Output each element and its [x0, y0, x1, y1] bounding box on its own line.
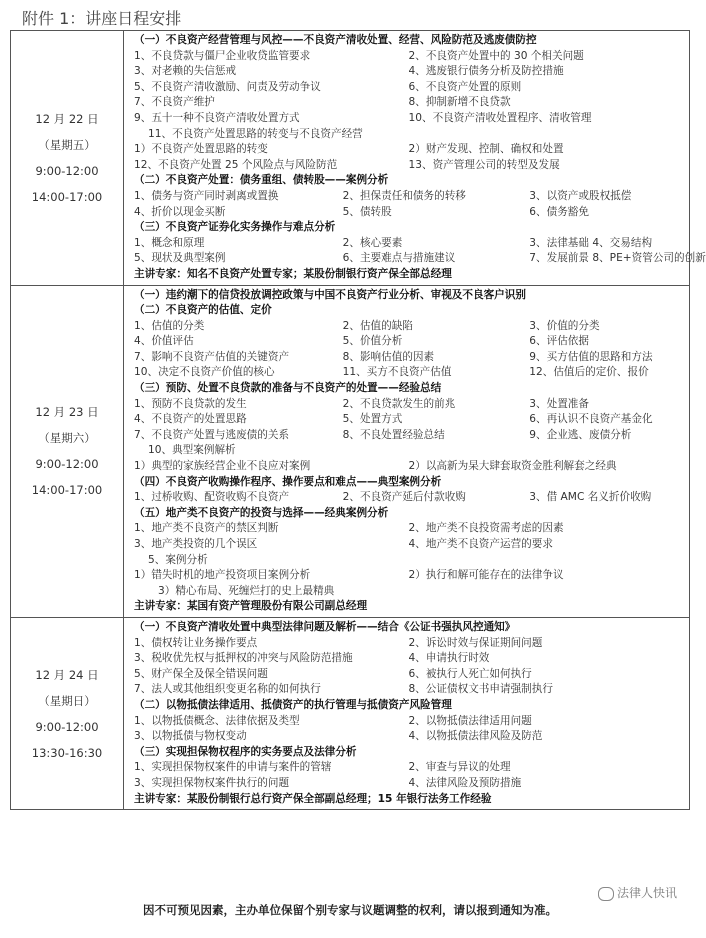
list-item: 1、预防不良贷款的发生	[134, 397, 247, 410]
wechat-icon	[598, 887, 614, 901]
list-item: 8、抑制新增不良贷款	[408, 96, 511, 109]
list-item: 3、税收优先权与抵押权的冲突与风险防范措施	[134, 652, 353, 665]
list-item: 7、不良资产维护	[134, 96, 215, 109]
list-item: 1、估值的分类	[134, 319, 205, 332]
list-row	[134, 651, 683, 667]
list-item: 8、公证债权文书申请强制执行	[408, 683, 553, 696]
list-row	[134, 667, 683, 683]
section-heading: （一）不良资产经营管理与风控——不良资产清收处置、经营、风险防范及逃废债防控	[134, 34, 537, 46]
date-cell	[11, 285, 124, 617]
list-item: 2、地产类不良投资需考虑的因素	[408, 522, 564, 535]
list-row	[134, 776, 683, 792]
list-row	[134, 490, 683, 506]
section-heading: （一）违约潮下的信贷投放调控政策与中国不良资产行业分析、审视及不良客户识别	[134, 288, 526, 301]
list-item: 6、评估依据	[529, 335, 589, 348]
day-weekday: （星期五）	[38, 137, 96, 152]
list-item: 5、案例分析	[148, 553, 208, 566]
list-item: 2、诉讼时效与保证期间问题	[408, 636, 543, 649]
section-heading: （二）以物抵债法律适用、抵债资产的执行管理与抵债资产风险管理	[134, 698, 452, 711]
section-heading: （一）不良资产清收处置中典型法律问题及解析——结合《公证书强执风控通知》	[134, 620, 516, 633]
list-item: 3、以物抵债与物权变动	[134, 730, 247, 743]
page-title: 附件 1：讲座日程安排	[22, 9, 182, 28]
day-row	[11, 617, 690, 809]
watermark-text: 法律人快讯	[616, 886, 677, 900]
date-cell	[11, 617, 124, 809]
list-item: 7、发展前景 8、PE+资管公司的创新	[529, 252, 706, 265]
list-item: 2、估值的缺陷	[342, 319, 413, 332]
list-item: 1、实现担保物权案件的申请与案件的管辖	[134, 761, 332, 774]
section-heading: （三）预防、处置不良贷款的准备与不良资产的处置——经验总结	[134, 382, 442, 395]
list-item: 6、债务豁免	[529, 205, 589, 218]
list-item: 6、不良资产处置的原则	[408, 80, 522, 93]
list-item: 2、核心要素	[342, 236, 403, 249]
list-row	[134, 189, 683, 205]
content-cell	[124, 285, 690, 617]
list-item: 6、主要难点与措施建议	[342, 252, 456, 265]
schedule-table	[10, 30, 706, 810]
section-heading: （四）不良资产收购操作程序、操作要点和难点——典型案例分析	[134, 475, 442, 488]
list-item: 1）典型的家族经营企业不良应对案例	[134, 460, 311, 473]
list-item: 1、地产类不良资产的禁区判断	[134, 522, 279, 535]
list-item: 4、价值评估	[134, 335, 194, 348]
watermark	[595, 884, 680, 901]
list-item: 5、现状及典型案例	[134, 252, 226, 265]
section-heading: （三）实现担保物权程序的实务要点及法律分析	[134, 745, 357, 758]
day-weekday: （星期日）	[38, 693, 96, 708]
list-item: 1、不良贷款与僵尸企业收贷监管要求	[134, 49, 311, 62]
list-item: 2、不良资产处置中的 30 个相关问题	[408, 49, 584, 62]
list-item: 9、五十一种不良资产清收处置方式	[134, 111, 300, 124]
list-row	[134, 205, 683, 221]
list-item: 2、担保责任和债务的转移	[342, 189, 466, 202]
list-row	[134, 158, 683, 174]
list-item: 4、地产类不良资产运营的要求	[408, 538, 553, 550]
list-row	[134, 459, 683, 475]
list-item: 9、企业逃、废债分析	[529, 428, 632, 441]
footer-note: 因不可预见因素，主办单位保留个别专家与议题调整的权利，请以报到通知为准。	[143, 903, 557, 917]
list-row	[134, 568, 683, 584]
list-item: 3、价值的分类	[529, 319, 600, 332]
section-heading: （二）不良资产的估值、定价	[134, 304, 272, 317]
speaker-line: 主讲专家：某股份制银行总行资产保全部副总经理；15 年银行法务工作经验	[134, 792, 492, 805]
list-row	[134, 236, 683, 252]
list-item: 3、地产类投资的几个误区	[134, 538, 258, 550]
list-item: 5、财产保全及保全错误问题	[134, 667, 268, 680]
day-date: 12 月 22 日	[35, 111, 99, 126]
list-row	[134, 334, 683, 350]
list-row	[134, 521, 683, 537]
day-date: 12 月 24 日	[35, 667, 99, 682]
list-item: 2、不良资产延后付款收购	[342, 491, 466, 504]
list-item: 3）精心布局、死缠烂打的史上最精典	[158, 584, 335, 597]
list-item: 10、决定不良资产价值的核心	[134, 366, 275, 379]
list-item: 13、资产管理公司的转型及发展	[408, 158, 560, 171]
list-item: 12、估值后的定价、报价	[529, 366, 649, 379]
list-item: 10、不良资产清收处置程序、清收管理	[408, 111, 592, 124]
content-cell	[124, 31, 706, 286]
list-item: 4、折价以现金买断	[134, 205, 226, 218]
list-item: 3、实现担保物权案件执行的问题	[134, 776, 290, 789]
list-item: 4、法律风险及预防措施	[408, 776, 522, 789]
list-row	[134, 397, 683, 413]
list-item: 6、被执行人死亡如何执行	[408, 667, 532, 680]
time-morning: 9:00-12:00	[35, 719, 99, 734]
list-item: 11、不良资产处置思路的转变与不良资产经营	[148, 127, 363, 140]
day-row	[11, 285, 690, 617]
list-item: 2、审查与异议的处理	[408, 761, 511, 774]
list-row	[134, 714, 683, 730]
list-item: 5、债转股	[342, 205, 392, 218]
list-row	[134, 729, 683, 745]
time-morning: 9:00-12:00	[35, 163, 99, 178]
list-row	[134, 365, 683, 381]
time-morning: 9:00-12:00	[35, 457, 99, 472]
section-heading: （五）地产类不良资产的投资与选择——经典案例分析	[134, 506, 389, 519]
list-item: 10、典型案例解析	[148, 444, 236, 457]
list-item: 7、不良资产处置与逃废债的关系	[134, 428, 290, 441]
list-row	[134, 142, 683, 158]
list-item: 8、影响估值的因素	[342, 350, 435, 363]
list-item: 5、处置方式	[342, 413, 403, 426]
list-item: 4、逃废银行债务分析及防控措施	[408, 65, 564, 78]
list-row	[134, 412, 683, 428]
list-item: 1、债权转让业务操作要点	[134, 636, 258, 649]
list-item: 3、法律基础 4、交易结构	[529, 236, 653, 249]
list-item: 5、不良资产清收激励、问责及劳动争议	[134, 80, 321, 93]
list-row	[134, 80, 683, 96]
list-row	[134, 537, 683, 553]
list-row	[134, 682, 683, 698]
list-item: 4、以物抵债法律风险及防范	[408, 730, 543, 743]
section-heading: （二）不良资产处置：债务重组、债转股——案例分析	[134, 174, 389, 187]
list-item: 7、法人或其他组织变更名称的如何执行	[134, 683, 321, 696]
list-row	[134, 428, 683, 444]
list-item: 1、债务与资产同时剥离或置换	[134, 189, 279, 202]
list-item: 9、买方估值的思路和方法	[529, 350, 653, 363]
time-afternoon: 14:00-17:00	[31, 483, 103, 498]
list-row	[134, 350, 683, 366]
list-item: 2、不良贷款发生的前兆	[342, 397, 456, 410]
section-heading: （三）不良资产证券化实务操作与难点分析	[134, 221, 336, 234]
list-item: 8、不良处置经验总结	[342, 428, 445, 441]
speaker-line: 主讲专家：某国有资产管理股份有限公司副总经理	[134, 600, 368, 613]
date-cell	[11, 31, 124, 286]
day-weekday: （星期六）	[38, 431, 96, 446]
list-item: 1）不良资产处置思路的转变	[134, 143, 268, 156]
time-afternoon: 13:30-16:30	[31, 745, 103, 760]
list-row	[134, 636, 683, 652]
day-date: 12 月 23 日	[35, 405, 99, 420]
list-item: 2）执行和解可能存在的法律争议	[408, 569, 564, 582]
list-item: 2、以物抵债法律适用问题	[408, 714, 532, 727]
list-row	[134, 64, 683, 80]
list-item: 4、申请执行时效	[408, 652, 490, 665]
list-row	[134, 760, 683, 776]
list-item: 4、不良资产的处置思路	[134, 413, 247, 426]
time-afternoon: 14:00-17:00	[31, 189, 103, 204]
list-item: 3、对老赖的失信惩戒	[134, 65, 237, 78]
list-row	[134, 111, 683, 127]
list-item: 3、以资产或股权抵偿	[529, 189, 632, 202]
list-item: 3、处置准备	[529, 397, 589, 410]
list-item: 3、借 AMC 名义折价收购	[529, 491, 652, 504]
speaker-line: 主讲专家：知名不良资产处置专家；某股份制银行资产保全部总经理	[134, 267, 452, 280]
list-row	[134, 95, 683, 111]
list-row	[134, 49, 683, 65]
content-cell	[124, 617, 690, 809]
list-row	[134, 319, 683, 335]
list-row	[134, 251, 706, 267]
list-item: 1、过桥收购、配资收购不良资产	[134, 491, 290, 504]
list-item: 6、再认识不良资产基金化	[529, 413, 653, 426]
list-item: 12、不良资产处置 25 个风险点与风险防范	[134, 158, 338, 171]
list-item: 2）以高新为杲大肆套取资金胜利解套之经典	[408, 460, 617, 473]
list-item: 1、以物抵债概念、法律依据及类型	[134, 714, 300, 727]
list-item: 11、买方不良资产估值	[342, 366, 452, 379]
day-row	[11, 31, 690, 286]
list-item: 2）财产发现、控制、确权和处置	[408, 143, 564, 156]
list-item: 1）错失时机的地产投资项目案例分析	[134, 569, 311, 582]
list-item: 1、概念和原理	[134, 236, 205, 249]
list-item: 5、价值分析	[342, 335, 403, 348]
list-item: 7、影响不良资产估值的关键资产	[134, 350, 290, 363]
